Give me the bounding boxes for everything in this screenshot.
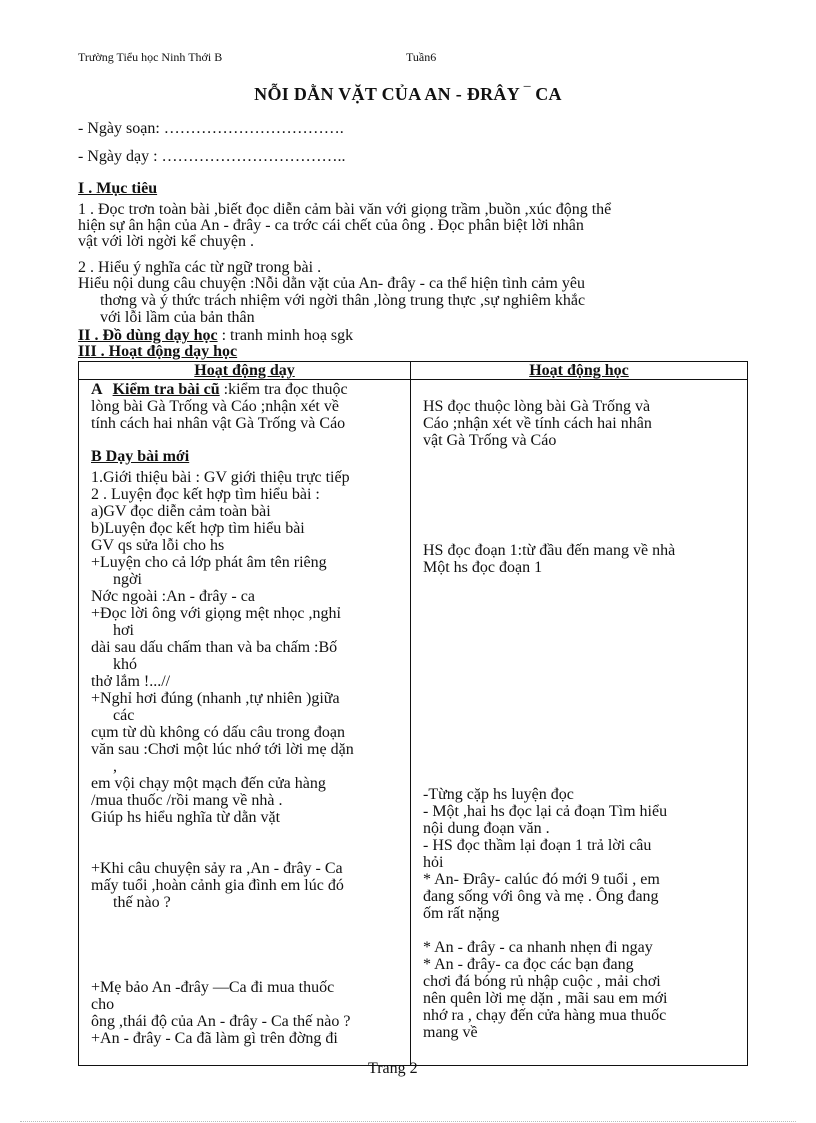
teacher-line: mấy tuổi ,hoàn cảnh gia đình em lúc đó <box>91 877 344 894</box>
section-a-line-3: tính cách hai nhân vật Gà Trống và Cáo <box>91 415 346 432</box>
teacher-line: Nớc ngoài :An - đrây - ca <box>91 588 255 605</box>
teacher-line: 1.Giới thiệu bài : GV giới thiệu trực tiếp <box>91 469 350 486</box>
teacher-line: văn sau :Chơi một lúc nhớ tới lời mẹ dặn <box>91 741 354 758</box>
section-a <box>91 381 348 398</box>
section-a-heading: Kiểm tra bài cũ <box>112 381 220 398</box>
teacher-line: +Luyện cho cả lớp phát âm tên riêng <box>91 554 327 571</box>
objective-1-line-2: hiện sự ân hận của An - đrây - ca trớc cái chết của ông . Đọc phân biệt lời nhân <box>78 217 584 234</box>
student-line: * An- Đrây- calúc đó mới 9 tuổi , em <box>423 871 660 888</box>
teacher-line: hơi <box>113 622 134 639</box>
teacher-column-header: Hoạt động dạy <box>79 362 411 380</box>
content-line-3: với lỗi lầm của bản thân <box>100 309 255 326</box>
materials <box>78 327 353 344</box>
teacher-line: +An - đrây - Ca đã làm gì trên đờng đi <box>91 1030 338 1047</box>
teacher-line: cụm từ dù không có dấu câu trong đoạn <box>91 724 345 741</box>
student-line: HS đọc thuộc lòng bài Gà Trống và <box>423 398 651 415</box>
student-line: hỏi <box>423 854 444 871</box>
activities-heading: III . Hoạt động dạy học <box>78 343 238 360</box>
content-line-1: Hiểu nội dung câu chuyện :Nỗi dằn vặt của An- đrây - ca thể hiện tình cảm yêu <box>78 275 585 292</box>
student-line: * An - đrây - ca nhanh nhẹn đi ngay <box>423 939 653 956</box>
objective-2: 2 . Hiểu ý nghĩa các từ ngữ trong bài . <box>78 259 322 276</box>
student-line: mang về <box>423 1024 478 1041</box>
student-line: nên quên lời mẹ dặn , mãi sau em mới <box>423 990 668 1007</box>
teacher-line: cho <box>91 996 115 1013</box>
student-line: chơi đá bóng rủ nhập cuộc , mải chơi <box>423 973 661 990</box>
objective-1-line-1: 1 . Đọc trơn toàn bài ,biết đọc diễn cảm bài văn với giọng trầm ,buồn ,xúc động thể <box>78 201 612 218</box>
teacher-line: ông ,thái độ của An - đrây - Ca thế nào ? <box>91 1013 351 1030</box>
student-line: - HS đọc thầm lại đoạn 1 trả lời câu <box>423 837 652 854</box>
teacher-line: +Nghỉ hơi đúng (nhanh ,tự nhiên )giữa <box>91 690 340 707</box>
teacher-line: GV qs sửa lỗi cho hs <box>91 537 225 554</box>
student-line: Một hs đọc đoạn 1 <box>423 559 543 576</box>
section-a-text: :kiểm tra đọc thuộc <box>219 381 348 398</box>
teacher-line: Giúp hs hiểu nghĩa từ dằn vặt <box>91 809 281 826</box>
objectives-heading: I . Mục tiêu <box>78 180 158 197</box>
student-line: HS đọc đoạn 1:từ đầu đến mang về nhà <box>423 542 676 559</box>
teacher-line: 2 . Luyện đọc kết hợp tìm hiểu bài : <box>91 486 320 503</box>
section-a-line-2: lòng bài Gà Trống và Cáo ;nhận xét về <box>91 398 339 415</box>
student-line: - Một ,hai hs đọc lại cả đoạn Tìm hiểu <box>423 803 668 820</box>
student-line: vật Gà Trống và Cáo <box>423 432 557 449</box>
page-number: Trang 2 <box>368 1060 418 1077</box>
student-line: nội dung đoạn văn . <box>423 820 550 837</box>
teacher-line: +Mẹ bảo An -đrây —Ca đi mua thuốc <box>91 979 335 996</box>
teacher-activities <box>79 380 411 1066</box>
teacher-line: +Đọc lời ông với giọng mệt nhọc ,nghỉ <box>91 605 341 622</box>
teacher-line: b)Luyện đọc kết hợp tìm hiểu bài <box>91 520 305 537</box>
teacher-line: dài sau dấu chấm than và ba chấm :Bố <box>91 639 338 656</box>
teacher-line: các <box>113 707 135 724</box>
student-line: nhớ ra , chạy đến cửa hàng mua thuốc <box>423 1007 667 1024</box>
materials-heading: II . Đồ dùng dạy học <box>78 327 218 344</box>
week-label: Tuần6 <box>406 50 437 64</box>
section-b-heading: B Dạy bài mới <box>91 448 190 465</box>
student-column-header: Hoạt động học <box>411 362 748 380</box>
student-line: ốm rất nặng <box>423 905 500 922</box>
teacher-line: +Khi câu chuyện sảy ra ,An - đrây - Ca <box>91 860 343 877</box>
teach-date: - Ngày dạy : …………………………….. <box>78 148 346 165</box>
teacher-line: , <box>113 758 117 775</box>
teacher-line: thở lắm !...// <box>91 673 171 690</box>
teacher-line: thế nào ? <box>113 894 171 911</box>
objective-1-line-3: vật với lời ngời kể chuyện . <box>78 233 255 250</box>
student-line: -Từng cặp hs luyện đọc <box>423 786 574 803</box>
teacher-line: khó <box>113 656 137 673</box>
page-divider <box>20 1121 796 1122</box>
school-name: Trường Tiểu học Ninh Thới B <box>78 50 223 64</box>
student-line: * An - đrây- ca đọc các bạn đang <box>423 956 634 973</box>
teacher-line: em vội chạy một mạch đến cửa hàng <box>91 775 326 792</box>
teacher-line: a)GV đọc diễn cảm toàn bài <box>91 503 271 520</box>
lesson-table <box>78 361 748 1066</box>
content-line-2: thơng và ý thức trách nhiệm với ngời thân ,lòng trung thực ,sự nghiêm khắc <box>100 292 586 309</box>
teacher-line: /mua thuốc /rồi mang về nhà . <box>91 792 283 809</box>
lesson-title: NỖI DẰN VẶT CỦA AN - ĐRÂY ‾ CA <box>254 84 562 104</box>
teacher-line: ngời <box>113 571 142 588</box>
student-line: đang sống với ông và mẹ . Ông đang <box>423 888 659 905</box>
materials-text: : tranh minh hoạ sgk <box>217 327 354 344</box>
student-line: Cáo ;nhận xét về tính cách hai nhân <box>423 415 652 432</box>
prep-date: - Ngày soạn: ……………………………. <box>78 120 344 137</box>
student-activities <box>411 380 748 1066</box>
section-a-label: A <box>91 381 103 398</box>
